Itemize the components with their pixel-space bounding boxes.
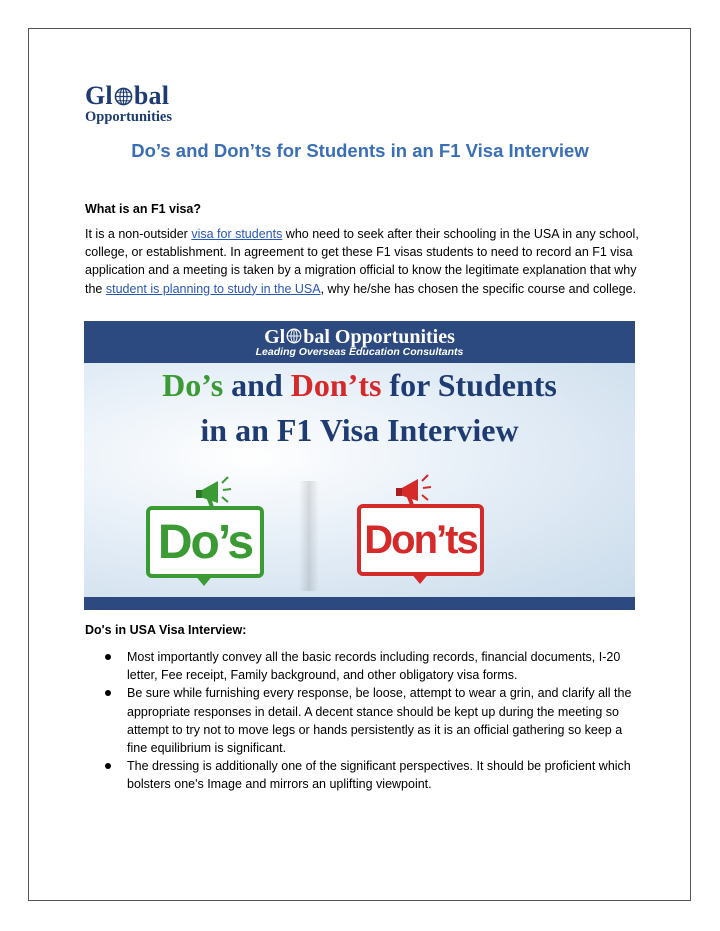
banner-and-word: and: [223, 367, 291, 403]
list-item: [85, 648, 645, 684]
globe-icon: [286, 328, 302, 344]
bullet-icon: [105, 763, 111, 769]
bubble-tail: [410, 572, 430, 586]
intro-text-2: who need to seek after their schooling in the USA in any school, college, or establishment. In agreement to get these F1 visas students to need to record an F1 visa application and a meeting is taken by a migration official to know the legitimate explanation that why the: [85, 227, 639, 296]
list-item-text: The dressing is additionally one of the significant perspectives. It should be proficient which bolsters one's Image and mirrors an uplifting viewpoint.: [127, 759, 631, 792]
donts-label: Don’ts: [364, 517, 477, 562]
logo-text-part2: bal: [133, 81, 170, 110]
logo-text-part1: Gl: [85, 81, 113, 110]
list-item-text: Be sure while furnishing every response, be loose, attempt to wear a grin, and clarify all the appropriate responses in detail. A decent stance should be kept up during the meeting so attempt to try not to move legs or hands persistently as it is an official gathering so keep a fine equilibrium is significant.: [127, 686, 632, 756]
globe-icon: [114, 87, 133, 106]
banner-dos-word: Do’s: [162, 367, 224, 403]
megaphone-green-icon: [196, 473, 236, 509]
banner-donts-word: Don’ts: [290, 367, 382, 403]
dos-speech-bubble: [146, 506, 264, 578]
banner-footer-bar: [84, 597, 635, 610]
banner-image: [84, 321, 635, 610]
section-heading-f1-visa: What is an F1 visa?: [85, 202, 202, 216]
dos-label: Do’s: [157, 515, 253, 569]
intro-text-1: It is a non-outsider: [85, 227, 192, 241]
dos-bullet-list: [85, 648, 645, 794]
visa-for-students-link[interactable]: visa for students: [191, 227, 283, 241]
study-in-usa-link[interactable]: student is planning to study in the USA: [105, 281, 321, 296]
bullet-icon: [105, 654, 111, 660]
banner-brand-part2: bal Opportunities: [303, 326, 455, 348]
global-opportunities-logo: [85, 81, 185, 125]
banner-divider-shadow: [299, 481, 319, 591]
banner-headline-line2: in an F1 Visa Interview: [200, 412, 519, 448]
megaphone-red-icon: [396, 471, 436, 507]
list-item-text: Most importantly convey all the basic records including records, financial documents, I-20 letter, Fee receipt, Family background, and other obligatory visa forms.: [127, 650, 621, 683]
document-title: Do’s and Don’ts for Students in an F1 Visa Interview: [131, 140, 589, 161]
banner-brand-part1: Gl: [264, 326, 286, 348]
intro-text-3: , why he/she has chosen the specific course and college.: [320, 281, 637, 296]
bullet-icon: [105, 690, 111, 696]
banner-tagline: Leading Overseas Education Consultants: [255, 346, 464, 358]
banner-line1-rest: for Students: [381, 367, 557, 403]
bubble-tail: [194, 574, 214, 588]
intro-paragraph: [85, 225, 645, 298]
section-heading-dos: Do's in USA Visa Interview:: [85, 623, 247, 637]
banner-headline-line1: [84, 367, 635, 404]
logo-subtitle: Opportunities: [85, 109, 173, 125]
donts-speech-bubble: [357, 504, 484, 576]
list-item: [85, 684, 645, 757]
list-item: [85, 757, 645, 793]
